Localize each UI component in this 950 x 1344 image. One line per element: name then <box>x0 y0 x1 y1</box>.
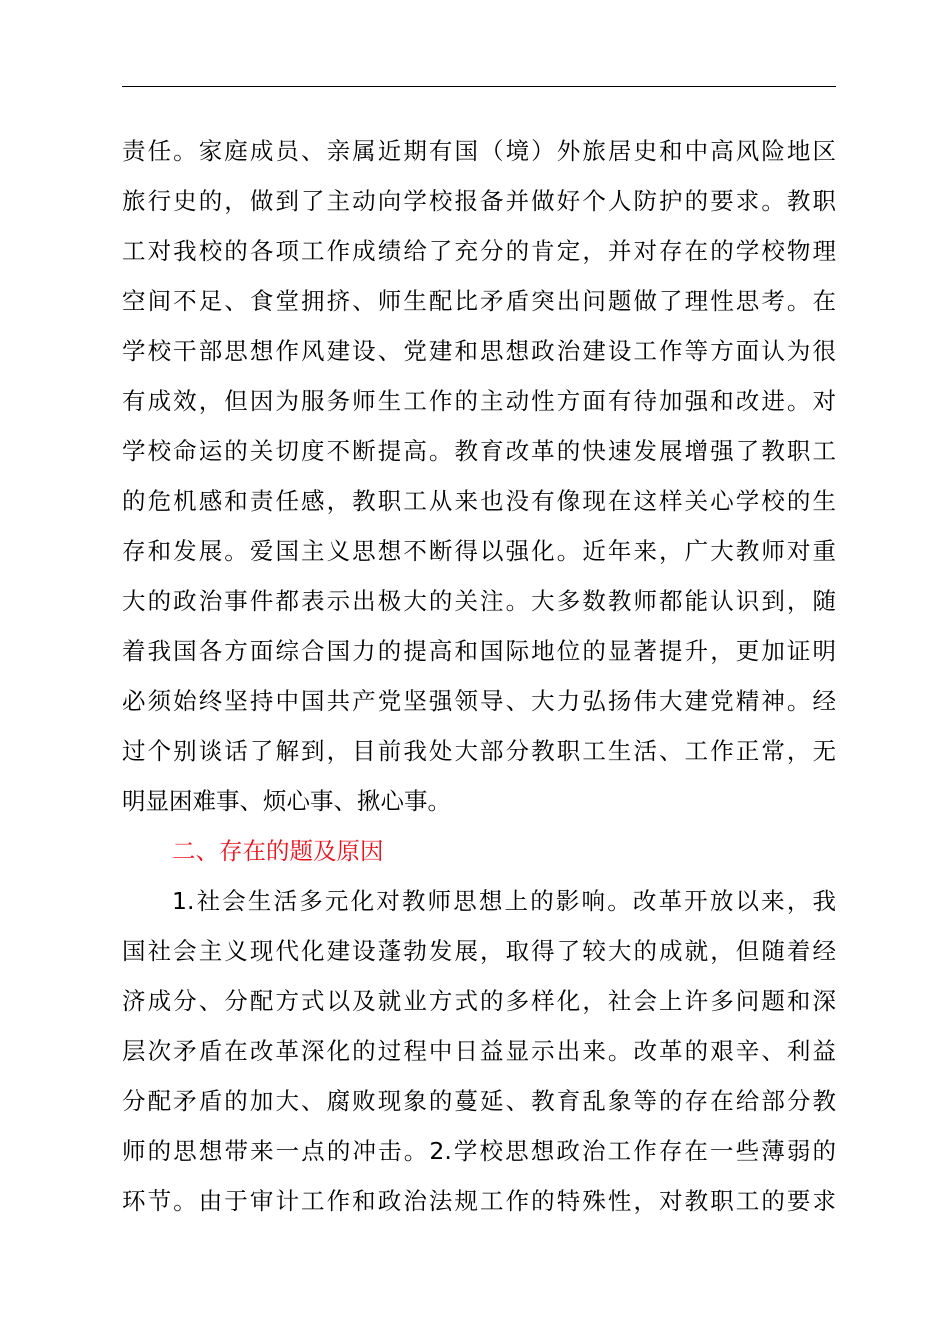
text-line: 大的政治事件都表示出极大的关注。大多数教师都能认识到，随 <box>122 587 836 615</box>
text-line: 旅行史的，做到了主动向学校报备并做好个人防护的要求。教职 <box>122 187 836 215</box>
paragraph-1 <box>122 126 836 826</box>
text-line: 空间不足、食堂拥挤、师生配比矛盾突出问题做了理性思考。在 <box>122 287 836 315</box>
text-line: 有成效，但因为服务师生工作的主动性方面有待加强和改进。对 <box>122 387 836 415</box>
text-line: 责任。家庭成员、亲属近期有国（境）外旅居史和中高风险地区 <box>122 137 836 165</box>
text-line: 层次矛盾在改革深化的过程中日益显示出来。改革的艰辛、利益 <box>122 1037 836 1065</box>
section-heading: 二、存在的题及原因 <box>172 837 384 865</box>
text-line: 1.社会生活多元化对教师思想上的影响。改革开放以来，我 <box>172 887 836 915</box>
text-line: 济成分、分配方式以及就业方式的多样化，社会上许多问题和深 <box>122 987 836 1015</box>
text-line: 国社会主义现代化建设蓬勃发展，取得了较大的成就，但随着经 <box>122 937 836 965</box>
text-line: 过个别谈话了解到，目前我处大部分教职工生活、工作正常，无 <box>122 737 836 765</box>
text-line: 必须始终坚持中国共产党坚强领导、大力弘扬伟大建党精神。经 <box>122 687 836 715</box>
text-line: 的危机感和责任感，教职工从来也没有像现在这样关心学校的生 <box>122 487 836 515</box>
text-line: 明显困难事、烦心事、揪心事。 <box>122 787 451 815</box>
text-line: 着我国各方面综合国力的提高和国际地位的显著提升，更加证明 <box>122 637 836 665</box>
text-line: 学校干部思想作风建设、党建和思想政治建设工作等方面认为很 <box>122 337 836 365</box>
text-line: 工对我校的各项工作成绩给了充分的肯定，并对存在的学校物理 <box>122 237 836 265</box>
text-line: 师的思想带来一点的冲击。2.学校思想政治工作存在一些薄弱的 <box>122 1137 836 1165</box>
text-line: 环节。由于审计工作和政治法规工作的特殊性，对教职工的要求 <box>122 1187 836 1215</box>
paragraph-2 <box>122 876 836 1226</box>
text-line: 学校命运的关切度不断提高。教育改革的快速发展增强了教职工 <box>122 437 836 465</box>
text-line: 分配矛盾的加大、腐败现象的蔓延、教育乱象等的存在给部分教 <box>122 1087 836 1115</box>
document-body <box>122 126 836 1226</box>
text-line: 存和发展。爱国主义思想不断得以强化。近年来，广大教师对重 <box>122 537 836 565</box>
header-rule <box>122 86 836 87</box>
